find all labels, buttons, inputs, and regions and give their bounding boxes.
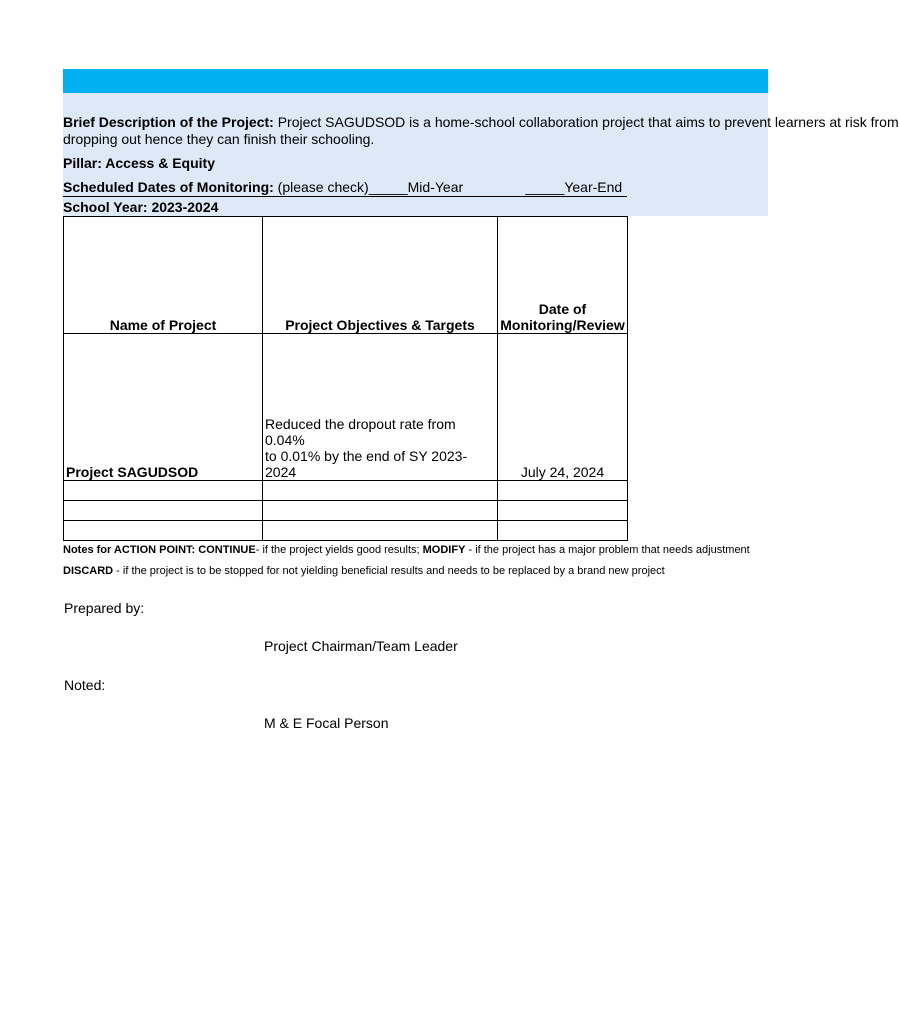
- monitoring-date-cell: July 24, 2024: [498, 334, 628, 481]
- objective-line2: to 0.01% by the end of SY 2023-2024: [265, 448, 468, 480]
- note-discard-label: DISCARD: [63, 565, 114, 577]
- note-modify-label: MODIFY: [422, 544, 466, 556]
- column-header-objectives: Project Objectives & Targets: [263, 217, 498, 334]
- description-text-line2: dropping out hence they can finish their schooling.: [63, 131, 375, 147]
- noted-label: Noted:: [64, 677, 106, 693]
- table-row: [64, 521, 628, 541]
- discard-note: [63, 564, 665, 578]
- scheduled-dates-options: (please check)_____Mid-Year _____Year-End: [273, 179, 623, 195]
- action-point-note: [63, 543, 750, 557]
- project-name-cell: Project SAGUDSOD: [64, 334, 263, 481]
- scheduled-dates: [63, 178, 627, 197]
- school-year: School Year: 2023-2024: [63, 199, 219, 215]
- note-continue-label: Notes for ACTION POINT: CONTINUE: [63, 544, 256, 556]
- project-objective-cell: [263, 334, 498, 481]
- project-description: [63, 114, 899, 148]
- column-header-date-line1: Date of: [538, 301, 587, 317]
- prepared-by-label: Prepared by:: [64, 600, 145, 616]
- column-header-date: [498, 217, 628, 334]
- note-modify-text: - if the project has a major problem that needs adjustment: [465, 544, 750, 556]
- monitoring-table: [63, 216, 628, 541]
- scheduled-dates-label: Scheduled Dates of Monitoring:: [63, 179, 274, 195]
- description-text: Project SAGUDSOD is a home-school collaboration project that aims to prevent learners at risk from: [273, 114, 899, 130]
- table-row: [64, 334, 628, 481]
- note-continue-text: - if the project yields good results;: [255, 544, 423, 556]
- header-accent-bar: [63, 69, 768, 93]
- description-label: Brief Description of the Project:: [63, 114, 274, 130]
- column-header-name: Name of Project: [64, 217, 263, 334]
- pillar-label: Pillar: Access & Equity: [63, 155, 215, 171]
- column-header-date-line2: Monitoring/Review: [500, 317, 625, 333]
- objective-line1: Reduced the dropout rate from 0.04%: [265, 416, 456, 448]
- table-row: [64, 481, 628, 501]
- chairman-signature-label: Project Chairman/Team Leader: [264, 638, 458, 654]
- note-discard-text: - if the project is to be stopped for not yielding beneficial results and needs to be replaced by a brand new project: [113, 565, 665, 577]
- table-row: [64, 501, 628, 521]
- focal-person-signature-label: M & E Focal Person: [264, 715, 389, 731]
- table-header-row: [64, 217, 628, 334]
